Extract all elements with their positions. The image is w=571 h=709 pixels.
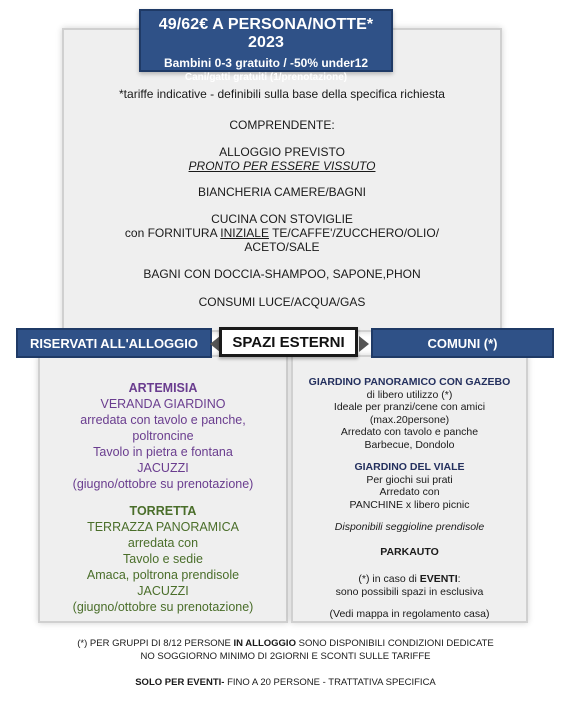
gazebo-line: Arredato con tavolo e panche (340, 426, 479, 438)
artemisia-line: (giugno/ottobre su prenotazione) (72, 477, 254, 491)
artemisia-line: JACUZZI (137, 461, 189, 475)
footer-events-text-a: SOLO PER EVENTI- (135, 677, 225, 688)
artemisia-line: VERANDA GIARDINO (100, 397, 226, 411)
arrow-right-icon (359, 336, 369, 352)
viale-line: PANCHINE x libero picnic (349, 498, 470, 511)
events-text-c: : (457, 573, 461, 585)
outdoor-spaces-label: SPAZI ESTERNI (219, 327, 358, 357)
viale-line: Arredato con (379, 486, 440, 498)
footer-text-b: IN ALLOGGIO (233, 638, 296, 649)
torretta-line: Amaca, poltrona prendisole (86, 568, 240, 582)
torretta-line: JACUZZI (137, 584, 189, 598)
children-discount: Bambini 0-3 gratuito / -50% under12 (163, 56, 369, 70)
events-text-a: (*) in caso di (358, 573, 420, 585)
bathroom-line: BAGNI CON DOCCIA-SHAMPOO, SAPONE,PHON (143, 267, 421, 281)
artemisia-title: ARTEMISIA (128, 381, 198, 395)
vinegar-line: ACETO/SALE (244, 240, 320, 254)
gazebo-title: GIARDINO PANORAMICO CON GAZEBO (308, 376, 511, 388)
artemisia-line: Tavolo in pietra e fontana (93, 445, 233, 459)
gazebo-line: Barbecue, Dondolo (364, 438, 455, 451)
gazebo-line: di libero utilizzo (*) (366, 388, 453, 401)
torretta-line: TERRAZZA PANORAMICA (87, 520, 239, 534)
footer-groups-line (0, 638, 571, 650)
price-title: 49/62€ A PERSONA/NOTTE* 2023 (158, 16, 374, 51)
includes-heading: COMPRENDENTE: (229, 118, 335, 132)
seggioline-note: Disponibili seggioline prendisole (334, 521, 485, 533)
parking-label: PARKAUTO (380, 546, 439, 558)
torretta-block (38, 503, 288, 615)
events-text-b: EVENTI (419, 573, 458, 585)
ready-line: PRONTO PER ESSERE VISSUTO (188, 159, 376, 173)
linen-line: BIANCHERIA CAMERE/BAGNI (197, 185, 367, 199)
footer-events-text-b: FINO A 20 PERSONE - TRATTATIVA SPECIFICA (224, 677, 436, 688)
torretta-line: arredata con (127, 536, 199, 550)
supplies-line (62, 226, 502, 240)
footer-text-a: (*) PER GRUPPI DI 8/12 PERSONE (77, 638, 234, 649)
gazebo-block (291, 376, 528, 451)
price-header (139, 9, 393, 83)
events-note (291, 573, 528, 598)
events-line: sono possibili spazi in esclusiva (335, 585, 484, 598)
gazebo-line: Ideale per pranzi/cene con amici (333, 401, 486, 413)
viale-title: GIARDINO DEL VIALE (354, 461, 465, 473)
footer-discount-line: NO SOGGIORNO MINIMO DI 2GIORNI E SCONTI SULLE TARIFFE (140, 651, 431, 662)
supplies-text-a: con FORNITURA (124, 226, 221, 240)
artemisia-line: arredata con tavolo e panche, (80, 413, 246, 427)
viale-block (291, 461, 528, 511)
pets-note: Cani/gatti gratuiti (1/prenotazione) (184, 72, 348, 83)
torretta-line: Tavolo e sedie (123, 552, 203, 566)
utilities-line: CONSUMI LUCE/ACQUA/GAS (198, 295, 366, 309)
common-bar: COMUNI (*) (371, 328, 554, 358)
events-line (291, 573, 528, 586)
torretta-line: (giugno/ottobre su prenotazione) (72, 600, 254, 614)
artemisia-block (38, 380, 288, 492)
gazebo-line: (max.20persone) (369, 413, 450, 426)
footer-events-line (0, 677, 571, 689)
viale-line: Per giochi sui prati (366, 473, 453, 486)
tariff-note: *tariffe indicative - definibili sulla base della specifica richiesta (119, 87, 445, 101)
kitchen-line: CUCINA CON STOVIGLIE (211, 212, 353, 226)
map-note: (Vedi mappa in regolamento casa) (329, 608, 490, 620)
torretta-title: TORRETTA (129, 504, 197, 518)
artemisia-line: poltroncine (132, 429, 194, 443)
reserved-bar: RISERVATI ALL'ALLOGGIO (16, 328, 212, 358)
footer-text-c: SONO DISPONIBILI CONDIZIONI DEDICATE (295, 638, 494, 649)
supplies-text-c: TE/CAFFE'/ZUCCHERO/OLIO/ (268, 226, 440, 240)
supplies-text-b: INIZIALE (220, 226, 269, 240)
accommodation-line: ALLOGGIO PREVISTO (219, 145, 345, 159)
